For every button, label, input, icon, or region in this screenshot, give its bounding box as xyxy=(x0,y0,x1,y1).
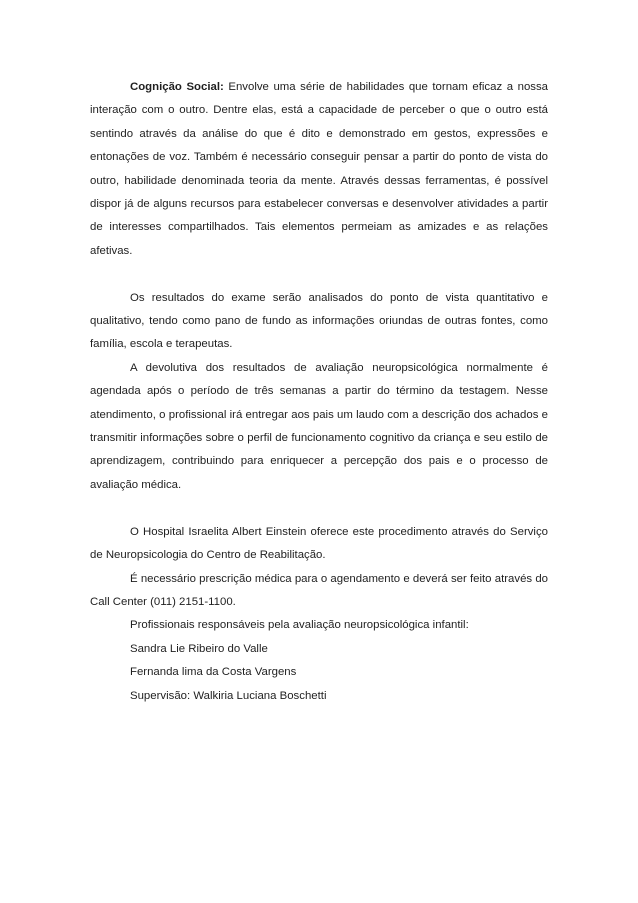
paragraph-scheduling: É necessário prescrição médica para o agendamento e deverá ser feito através do Call Center (011) 2151-1100. xyxy=(90,572,548,608)
professional-name: Sandra Lie Ribeiro do Valle xyxy=(130,642,268,655)
paragraph-social-cognition-text: Envolve uma série de habilidades que tornam eficaz a nossa interação com o outro. Dentre elas, está a capacidade de perceber o que o outro está sentindo através da análise do que é dito e demonstrado em gestos, expressões e entonações de voz. Também é necessário conseguir pensar a partir do ponto de vista do outro, habilidade denominada teoria da mente. Através dessas ferramentas, é possível dispor já de alguns recursos para estabelecer conversas e desenvolver atividades a partir de interesses compartilhados. Tais elementos permeiam as amizades e as relações afetivas. xyxy=(90,81,549,257)
professional-name: Fernanda lima da Costa Vargens xyxy=(130,666,297,679)
paragraph-social-cognition xyxy=(90,76,548,263)
professionals-heading: Profissionais responsáveis pela avaliação neuropsicológica infantil: xyxy=(130,619,469,632)
paragraph-hospital-service: O Hospital Israelita Albert Einstein oferece este procedimento através do Serviço de Neuropsicologia do Centro de Reabilitação. xyxy=(90,525,548,562)
paragraph-results-feedback: A devolutiva dos resultados de avaliação neuropsicológica normalmente é agendada após o período de três semanas a partir do término da testagem. Nesse atendimento, o profissional irá entregar aos pais um laudo com a descrição dos achados e transmitir informações sobre o perfil de funcionamento cognitivo da criança e seu estilo de aprendizagem, contribuindo para enriquecer a percepção dos pais e o processo de avaliação médica. xyxy=(90,361,548,491)
paragraph-results-analysis: Os resultados do exame serão analisados do ponto de vista quantitativo e qualitativo, tendo como pano de fundo as informações oriundas de outras fontes, como família, escola e terapeutas. xyxy=(90,291,548,351)
term-social-cognition: Cognição Social: xyxy=(130,81,224,93)
supervisor-line: Supervisão: Walkiria Luciana Boschetti xyxy=(130,689,327,702)
